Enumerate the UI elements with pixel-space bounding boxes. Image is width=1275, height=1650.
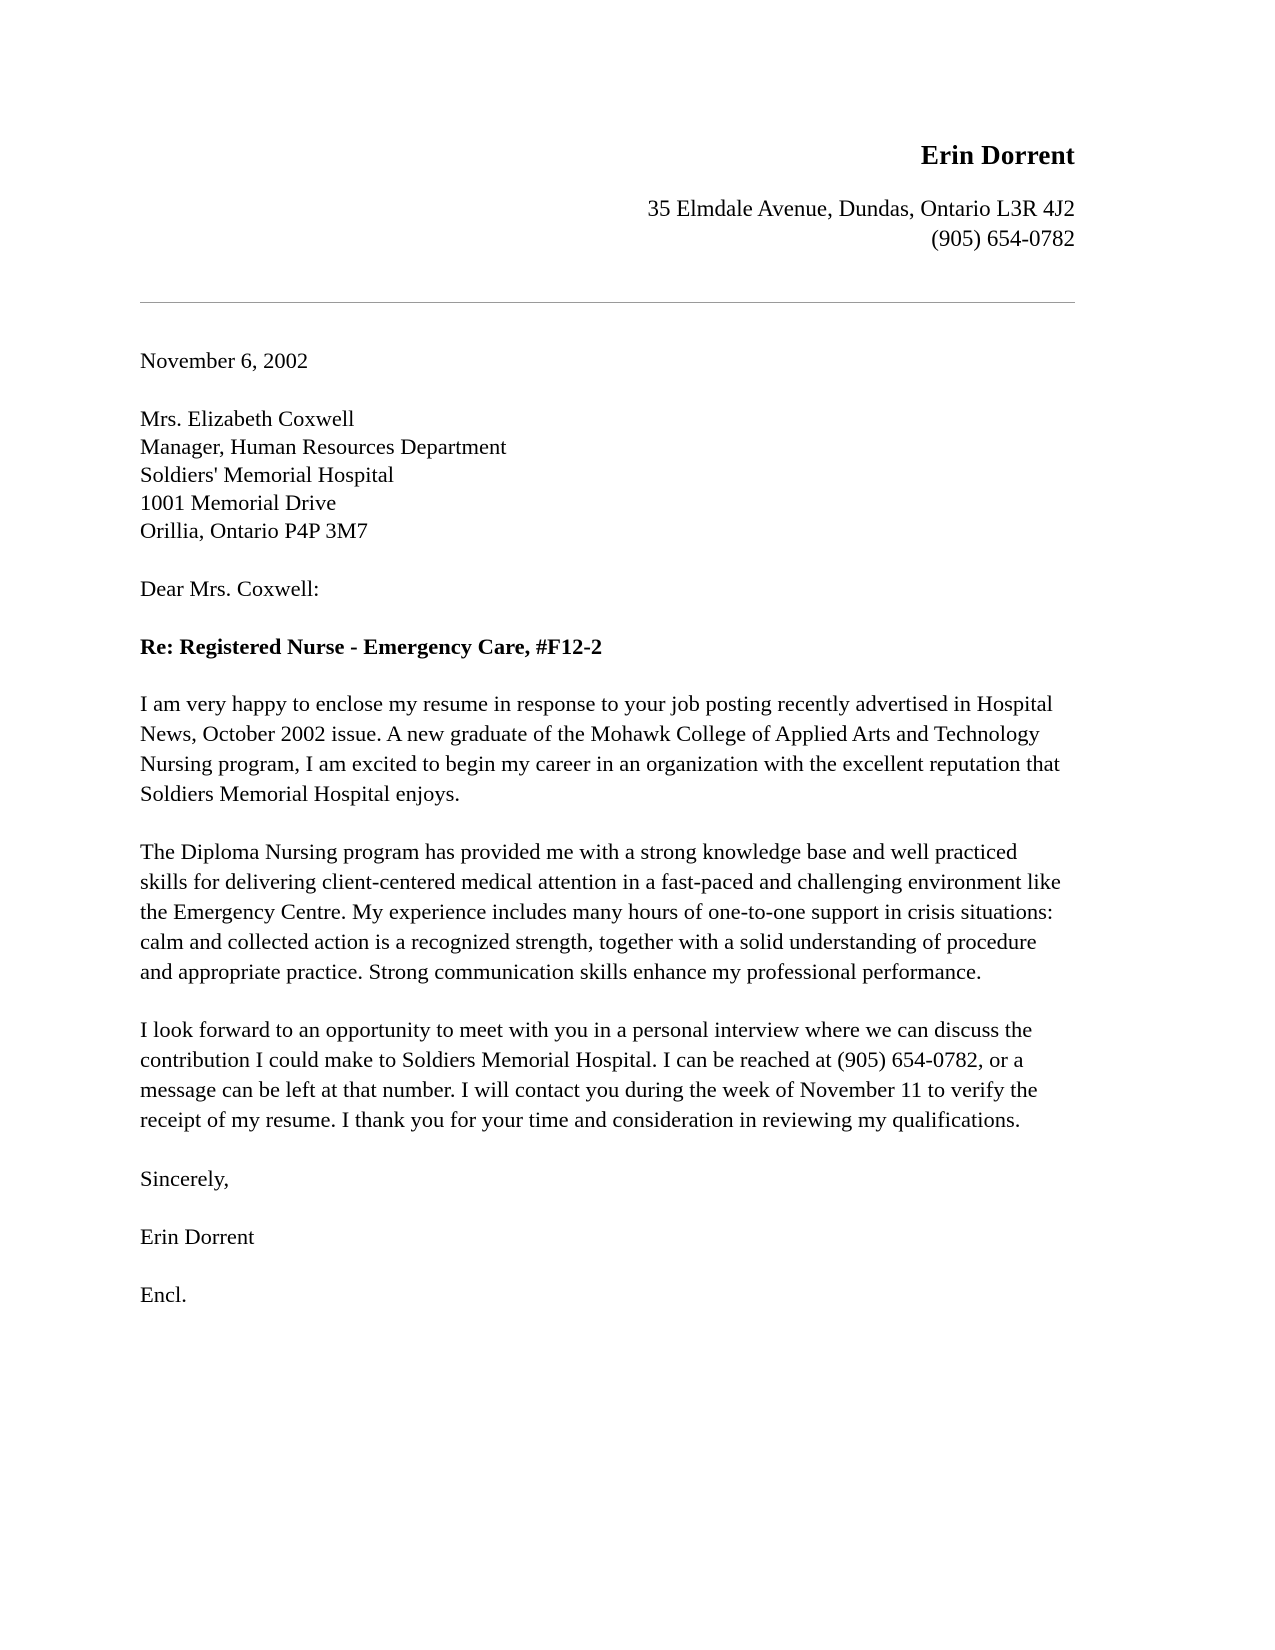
enclosure-notation: Encl. (140, 1282, 187, 1307)
sender-name: Erin Dorrent (920, 140, 1075, 170)
body-paragraph-3: I look forward to an opportunity to meet with you in a personal interview where we can discuss the contribution I could make to Soldiers Memorial Hospital. I can be reached at (905) 654-0782, or a message can be left at that number. I will contact you during the week of November 11 to verify the receipt of my resume. I thank you for your time and consideration in reviewing my qualifications. (140, 1017, 1038, 1132)
body-paragraph-1: I am very happy to enclose my resume in response to your job posting recently advertised in Hospital News, October 2002 issue. A new graduate of the Mohawk College of Applied Arts and Technology Nursing program, I am excited to begin my career in an organization with the excellent reputation that Soldiers Memorial Hospital enjoys. (140, 691, 1060, 806)
signature-name: Erin Dorrent (140, 1224, 255, 1249)
recipient-street: 1001 Memorial Drive (140, 490, 337, 515)
sender-phone: (905) 654-0782 (931, 226, 1075, 251)
recipient-name: Mrs. Elizabeth Coxwell (140, 406, 355, 431)
closing-salutation: Sincerely, (140, 1166, 230, 1191)
letter-date: November 6, 2002 (140, 348, 309, 373)
subject-line: Re: Registered Nurse - Emergency Care, #F12-2 (140, 634, 603, 659)
salutation: Dear Mrs. Coxwell: (140, 576, 320, 601)
body-paragraph-2: The Diploma Nursing program has provided me with a strong knowledge base and well practiced skills for delivering client-centered medical attention in a fast-paced and challenging environment like the Emergency Centre. My experience includes many hours of one-to-one support in crisis situations: calm and collected action is a recognized strength, together with a solid understanding of procedure and appropriate practice. Strong communication skills enhance my professional performance. (140, 839, 1061, 984)
letter-body (140, 347, 1075, 1309)
letter-content (140, 0, 1075, 1309)
sender-address: 35 Elmdale Avenue, Dundas, Ontario L3R 4J2 (647, 196, 1075, 221)
recipient-city-province-postal: Orillia, Ontario P4P 3M7 (140, 518, 368, 543)
recipient-organization: Soldiers' Memorial Hospital (140, 462, 395, 487)
letterhead (140, 0, 1075, 254)
recipient-address-block (140, 405, 1075, 545)
header-divider (140, 302, 1075, 303)
recipient-title: Manager, Human Resources Department (140, 434, 507, 459)
sender-contact (140, 194, 1075, 254)
